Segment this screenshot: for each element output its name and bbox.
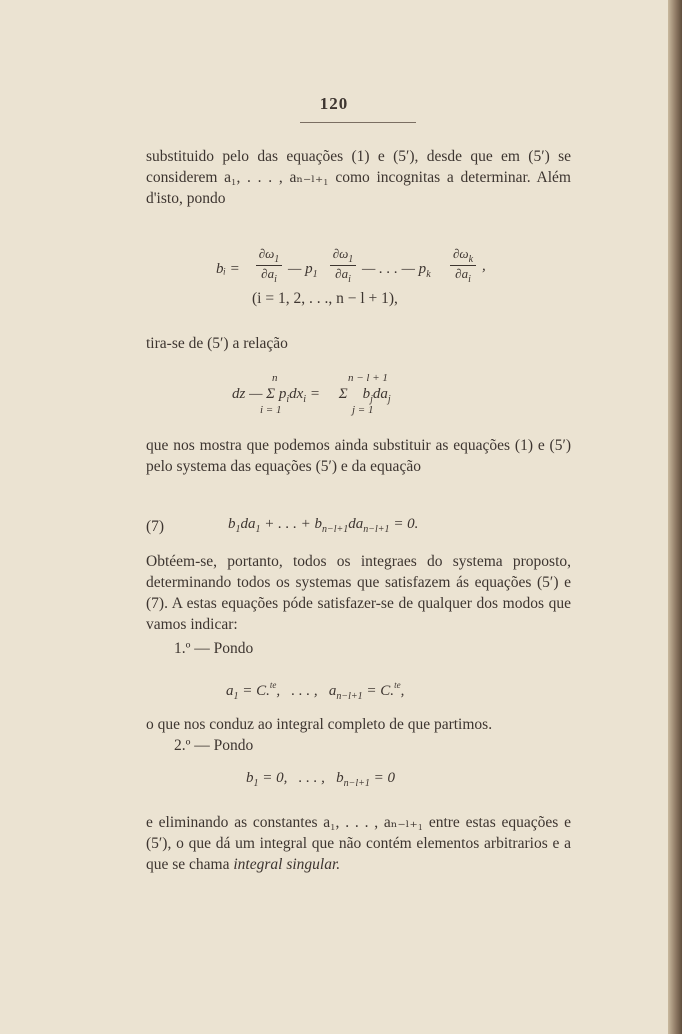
- integral-singular-term: integral singular.: [233, 856, 341, 873]
- case-1-label: 1.º — Pondo: [174, 640, 254, 657]
- equation-3-label: (7): [146, 518, 165, 535]
- paragraph-6-text: e eliminando as constantes a₁, . . . , aₙ₋ₗ₊₁ entre estas equações e (5′), o que dá um integral que não contém elementos arbitrarios e a que se chama: [146, 814, 571, 873]
- case-2-label: 2.º — Pondo: [174, 737, 254, 754]
- equation-4: $a_1 = C.^{te}$, . . . , $a_{n-l+1} = C.^{te}$,: [226, 680, 405, 702]
- paragraph-4: Obtéem-se, portanto, todos os integraes do systema proposto, determinando todos os systemas que satisfazem ás equações (5′) e (7). A estas equações póde satisfazer-se de qualquer dos modos que vamos indicar:: [146, 553, 571, 633]
- equation-5: $b_1 = 0$, . . . , $b_{n-l+1} = 0$: [246, 770, 396, 789]
- book-spine-edge: [668, 0, 682, 1034]
- paragraph-5: o que nos conduz ao integral completo de que partimos.: [146, 716, 493, 733]
- equation-3: $b_1da_1$ + . . . + $b_{n-l+1}da_{n-l+1} = 0$.: [228, 516, 419, 535]
- eq1-lhs: bᵢ =: [216, 261, 240, 277]
- equation-1-range: (i = 1, 2, . . ., n − l + 1),: [252, 290, 398, 307]
- book-page: 120 substituido pelo das equações (1) e (5′), desde que em (5′) se considerem a₁, . . . , aₙ₋ₗ₊₁ como incognitas a determinar. Além d'isto, pondo bᵢ = $\partial\omega_1$ $\partial a_i$ — $p_1$ $\partial\omega_1$ $\partial a_i$ — . . . — $p_k$ $\partial\omega_k$ $\partial a_i$ , (i = 1, 2, . . ., n − l + 1), tira-se de (5′) a relação n n − l + 1 dz — Σ $p_idx_i$ = Σ $b_jda_j$ i = 1 j = 1 que nos mostra que podemos ainda substituir as equações (1) e (5′) pelo systema das equações (5′) e da equação (7) $b_1da_1$ + . . . + $b_{n-l+1}da_{n-l+1} = 0$. Obtéem-se, portanto, todos os integraes do systema proposto, determinando todos os systemas que satisfazem ás equações (5′) e (7). A estas equações póde satisfazer-se de qualquer dos modos que vamos indicar: 1.º — Pondo $a_1 = C.^{te}$, . . . , $a_{n-l+1} = C.^{te}$, o que nos conduz ao integral completo de que partimos. 2.º — Pondo $b_1 = 0$, . . . , $b_{n-l+1} = 0$ e eliminando as constantes a₁, . . . , aₙ₋ₗ₊₁ entre estas equações e (5′), o que dá um integral que não contém elementos arbitrarios e a que se chama integral singular.: [0, 0, 668, 1034]
- page-number: 120: [319, 94, 349, 113]
- header-rule: [300, 122, 416, 123]
- paragraph-1: substituido pelo das equações (1) e (5′), desde que em (5′) se considerem a₁, . . . , aₙ₋ₗ₊₁ como incognitas a determinar. Além d'isto, pondo: [146, 148, 571, 207]
- paragraph-3: que nos mostra que podemos ainda substituir as equações (1) e (5′) pelo systema das equações (5′) e da equação: [146, 437, 571, 475]
- paragraph-6: [146, 812, 571, 875]
- paragraph-2: tira-se de (5′) a relação: [146, 335, 288, 352]
